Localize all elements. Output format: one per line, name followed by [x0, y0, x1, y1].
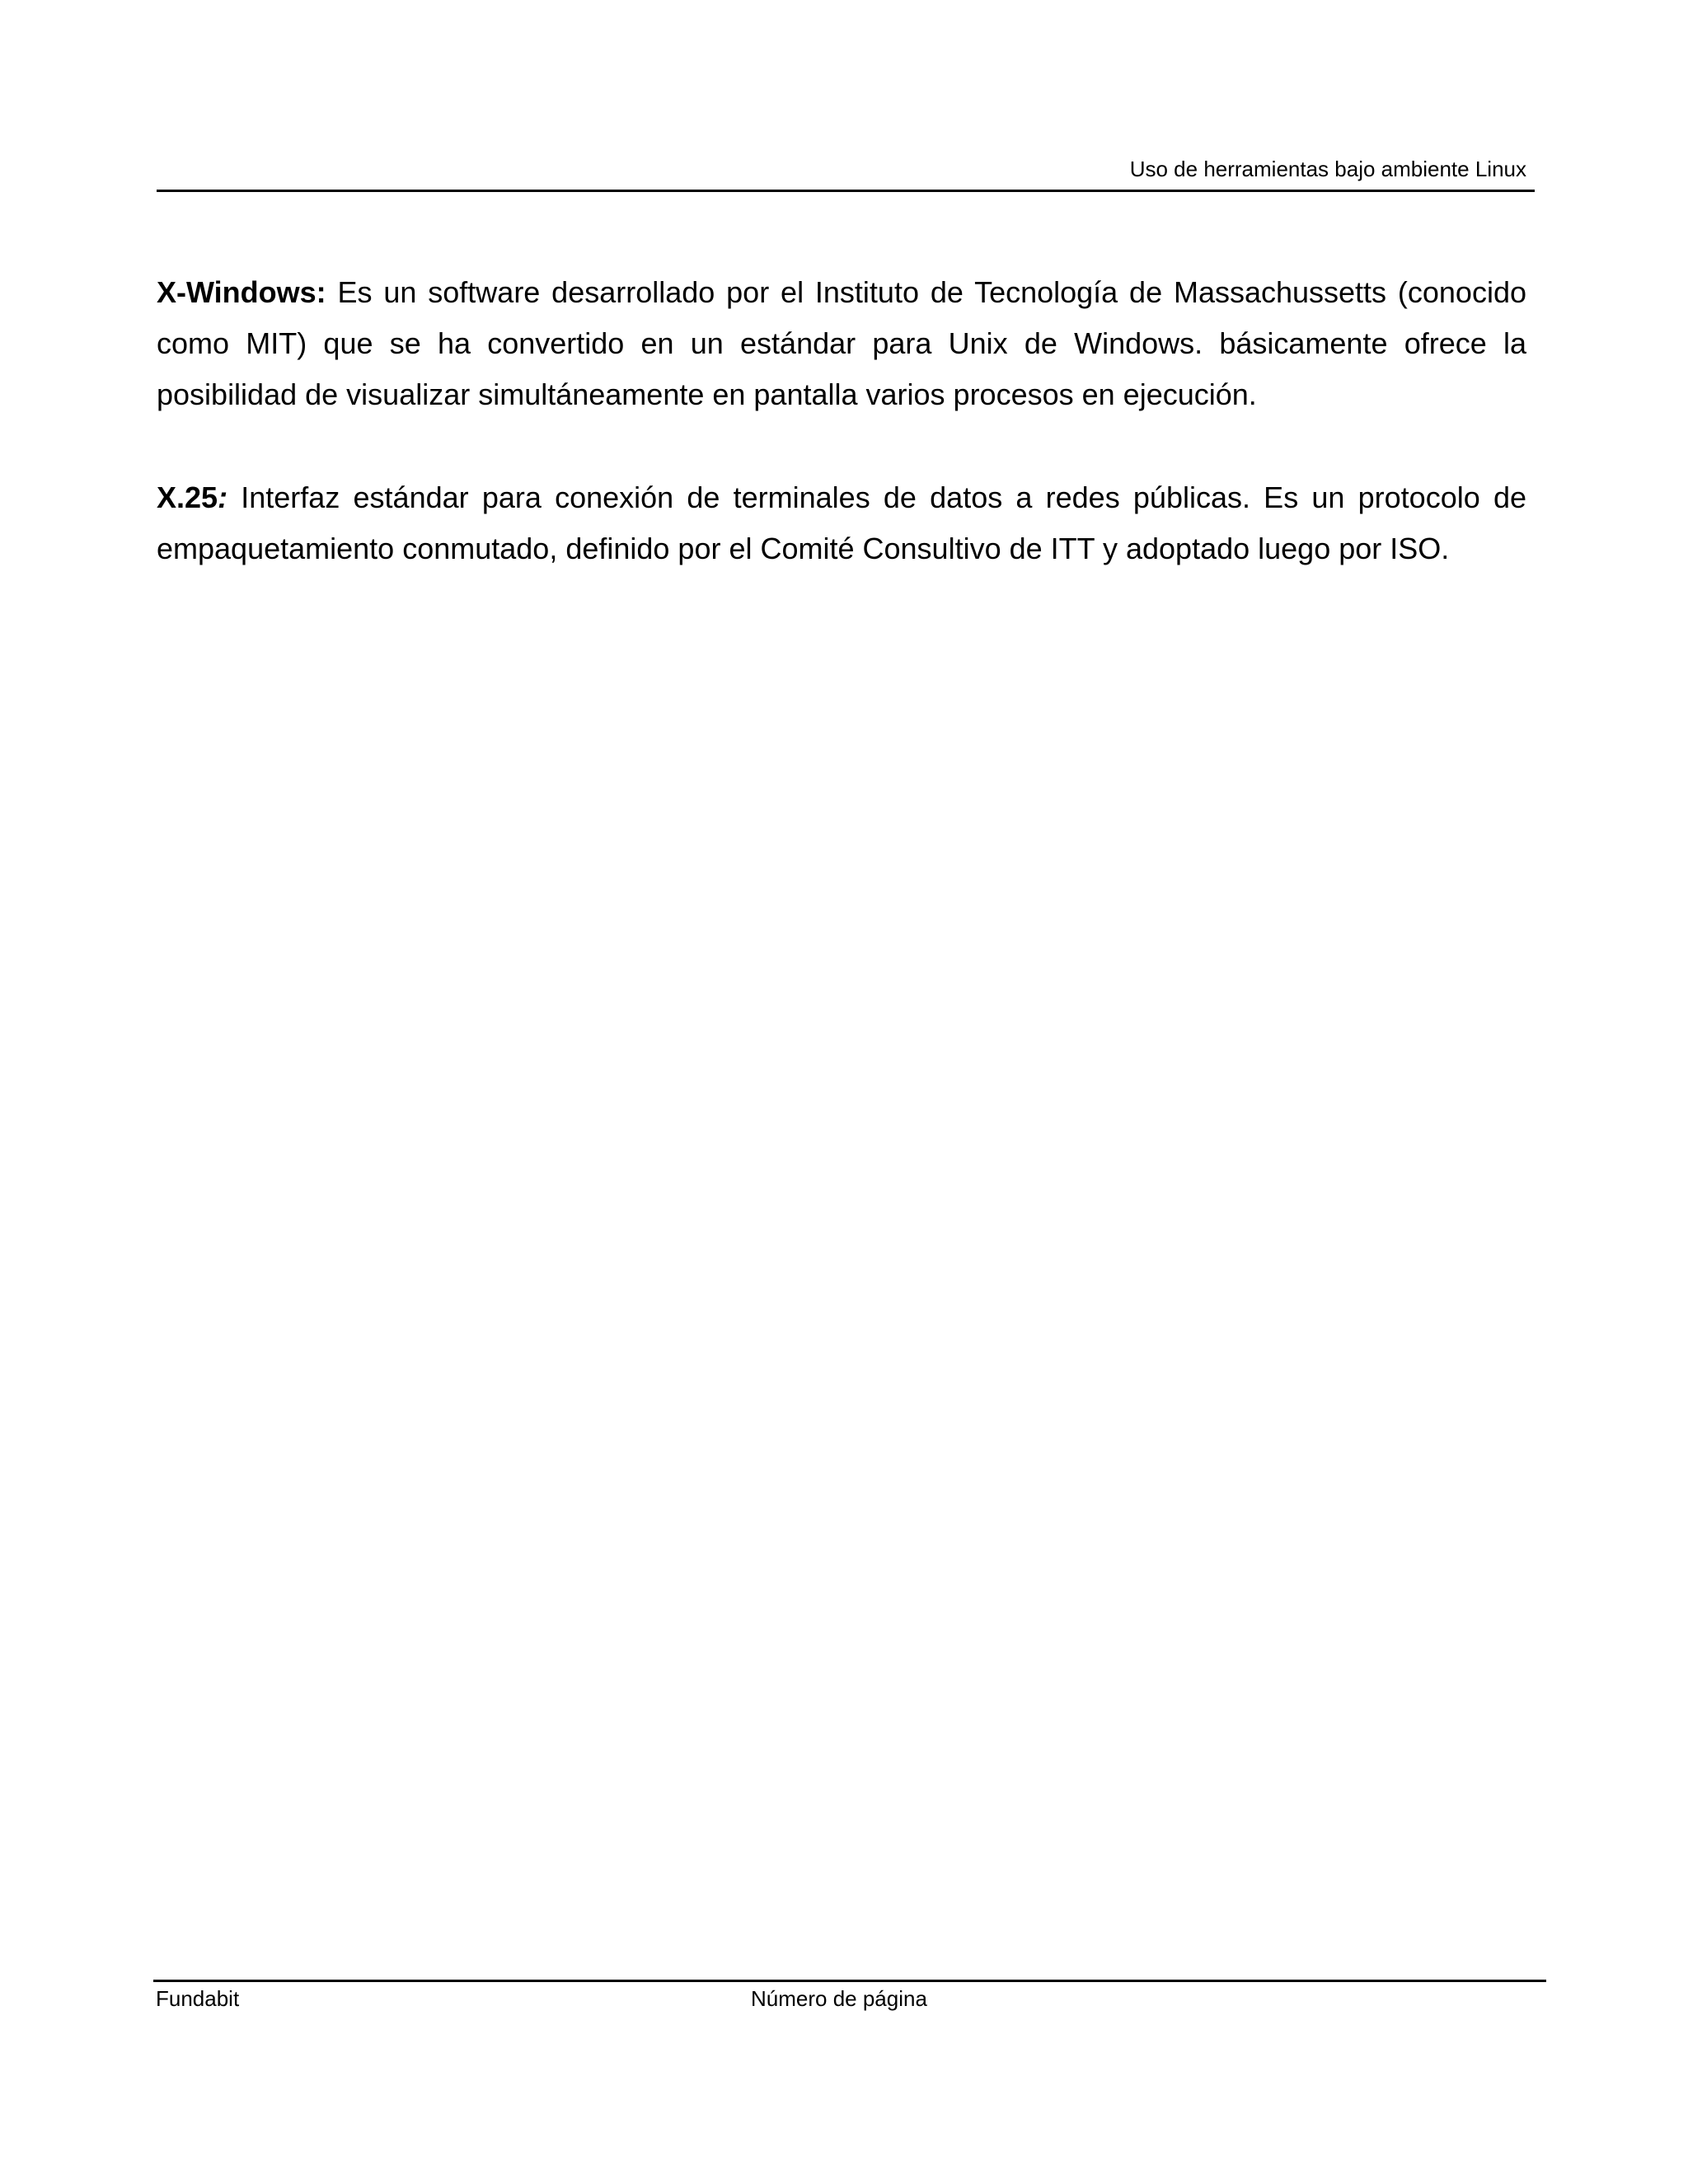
glossary-definition: Es un software desarrollado por el Instituto de Tecnología de Massachussetts (conocido como MIT) que se ha convertido en un estándar para Unix de Windows. básicamente ofrece la posibilidad de visualizar simultáneamente en pantalla varios procesos en ejecución.: [157, 275, 1526, 411]
term-separator: :: [316, 275, 326, 309]
page-footer: [153, 1980, 1546, 2015]
term-separator: :: [218, 480, 228, 514]
footer-organization: Fundabit: [156, 1986, 240, 2011]
header-title: Uso de herramientas bajo ambiente Linux: [1129, 157, 1526, 181]
footer-page-number: Número de página: [751, 1986, 927, 2011]
glossary-term: X.25: [157, 480, 218, 514]
glossary-definition: Interfaz estándar para conexión de terminales de datos a redes públicas. Es un protocolo de empaquetamiento conmutado, definido por el Comité Consultivo de ITT y adoptado luego por ISO.: [157, 480, 1526, 565]
glossary-entry-x25: [157, 472, 1526, 574]
page-header: [157, 153, 1535, 192]
glossary-entry-x-windows: [157, 267, 1526, 420]
glossary-content: [157, 267, 1526, 626]
glossary-term: X-Windows: [157, 275, 316, 309]
